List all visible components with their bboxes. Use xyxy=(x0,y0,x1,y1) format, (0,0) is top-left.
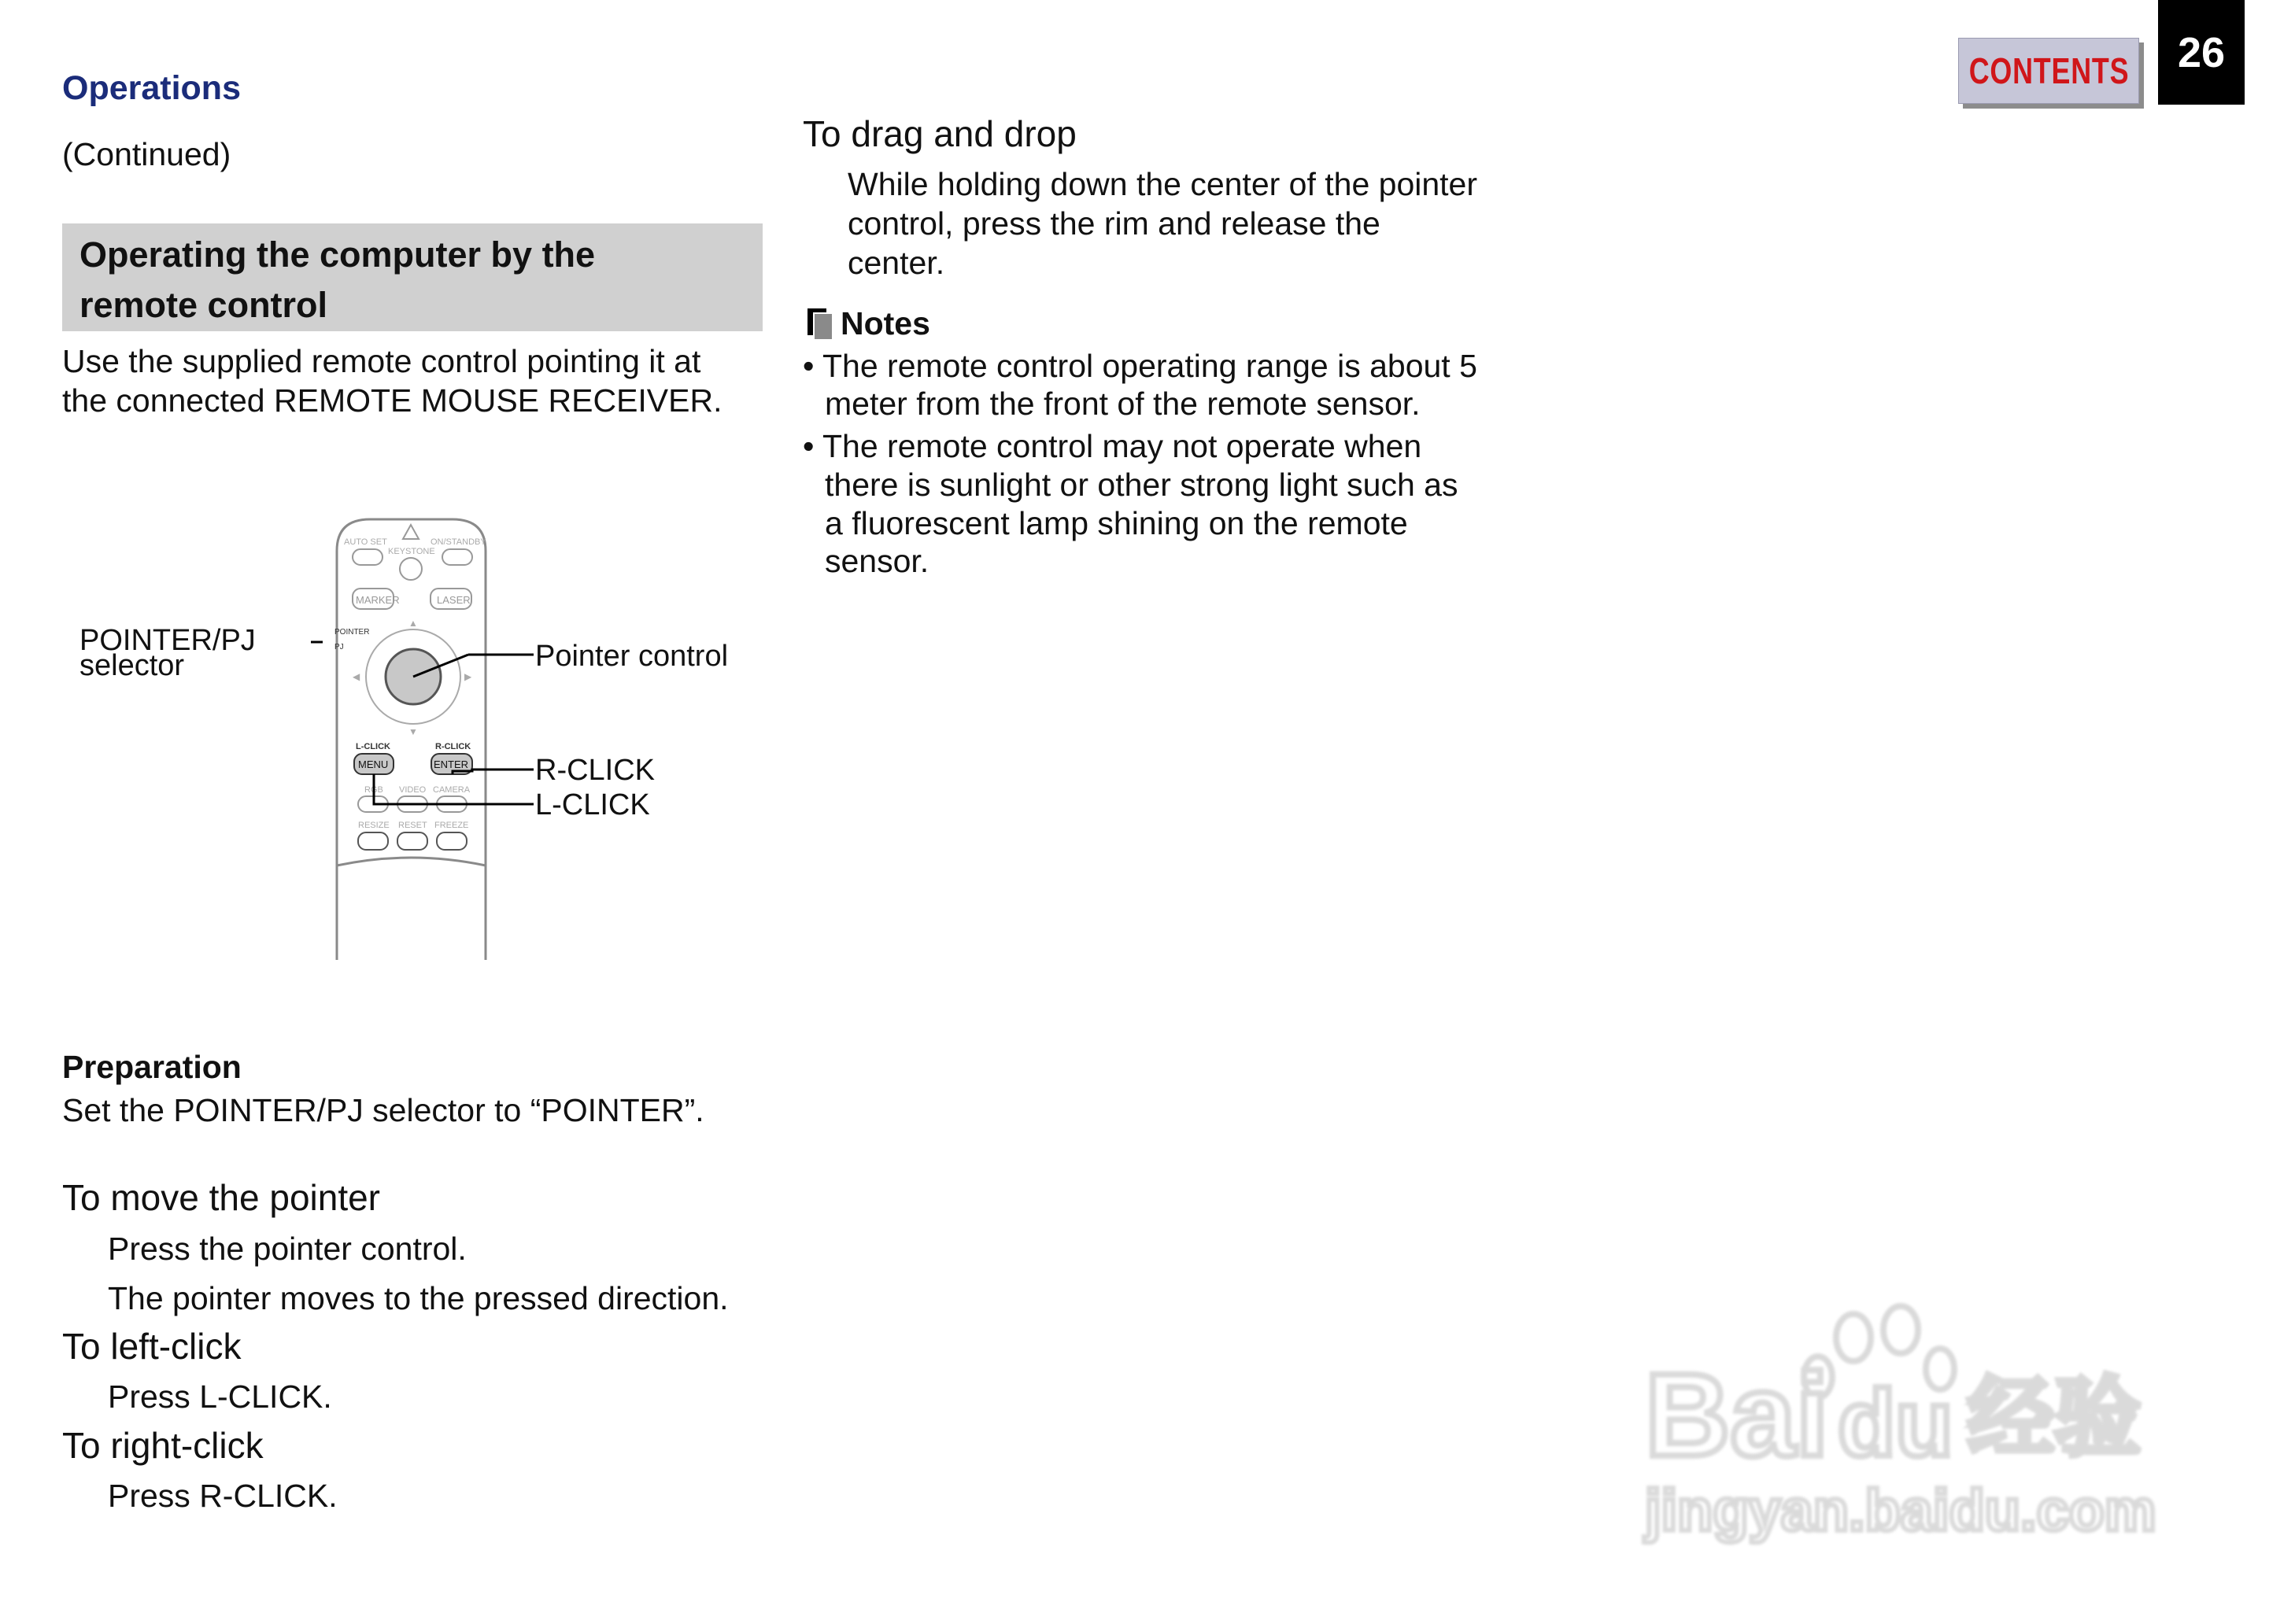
svg-text:▼: ▼ xyxy=(408,726,418,737)
remote-label-video: VIDEO xyxy=(399,785,427,795)
standby-button xyxy=(442,549,472,565)
remote-label-camera: CAMERA xyxy=(433,785,471,795)
remote-label-standby: ON/STANDBY xyxy=(431,537,486,547)
svg-text:▶: ▶ xyxy=(464,671,472,682)
move-text-2: The pointer moves to the pressed direction. xyxy=(108,1280,729,1316)
remote-control-figure xyxy=(311,515,822,964)
remote-label-enter: ENTER xyxy=(434,758,469,770)
svg-text:经验: 经验 xyxy=(1968,1367,2141,1468)
keystone-up-icon xyxy=(403,525,419,539)
remote-label-pj: PJ xyxy=(334,643,344,651)
remote-label-marker: MARKER xyxy=(356,594,400,606)
remote-label-laser: LASER xyxy=(437,594,471,606)
remote-label-rgb: RGB xyxy=(364,785,383,795)
move-text-1: Press the pointer control. xyxy=(108,1231,467,1267)
note-2-line-1: • The remote control may not operate when xyxy=(803,428,1422,464)
remote-label-lclick: L-CLICK xyxy=(356,742,390,751)
remote-label-pointer: POINTER xyxy=(334,628,370,637)
right-click-text: Press R-CLICK. xyxy=(108,1478,338,1514)
right-click-title: To right-click xyxy=(62,1425,264,1466)
contents-button[interactable] xyxy=(1958,38,2139,104)
label-pointer-control: Pointer control xyxy=(535,640,729,673)
remote-label-reset: RESET xyxy=(398,821,427,830)
left-click-title: To left-click xyxy=(62,1326,242,1367)
remote-label-resize: RESIZE xyxy=(358,821,390,830)
page-number: 26 xyxy=(2158,0,2245,105)
preparation-title: Preparation xyxy=(62,1049,242,1085)
svg-text:jingyan.baidu.com: jingyan.baidu.com xyxy=(1645,1478,2156,1543)
note-2-line-4: sensor. xyxy=(825,543,929,579)
autoset-button xyxy=(353,549,382,565)
section-heading xyxy=(62,223,763,331)
note-2-line-3: a fluorescent lamp shining on the remote xyxy=(825,505,1408,541)
contents-button-label: CONTENTS xyxy=(1968,50,2129,91)
svg-text:Bai: Bai xyxy=(1645,1349,1829,1481)
drag-line-3: center. xyxy=(848,245,945,281)
drag-title: To drag and drop xyxy=(803,113,1077,154)
svg-text:◀: ◀ xyxy=(353,671,360,682)
svg-text:du: du xyxy=(1838,1371,1953,1476)
note-1-line-1: • The remote control operating range is about 5 xyxy=(803,348,1477,384)
remote-label-menu: MENU xyxy=(358,758,389,770)
left-click-text: Press L-CLICK. xyxy=(108,1379,332,1415)
intro-line-2: the connected REMOTE MOUSE RECEIVER. xyxy=(62,382,722,419)
notes-title: Notes xyxy=(841,305,930,341)
heading-line-1: Operating the computer by the xyxy=(79,234,596,275)
label-lclick: L-CLICK xyxy=(535,788,650,821)
heading-line-2: remote control xyxy=(79,285,328,325)
note-icon xyxy=(808,308,834,340)
remote-label-keystone: KEYSTONE xyxy=(388,547,435,556)
section-title: Operations xyxy=(62,69,241,107)
keystone-button xyxy=(400,558,422,580)
label-selector: selector xyxy=(79,649,185,682)
label-rclick: R-CLICK xyxy=(535,754,656,787)
svg-text:▲: ▲ xyxy=(408,618,418,629)
drag-line-1: While holding down the center of the pointer xyxy=(848,166,1478,202)
note-1-line-2: meter from the front of the remote sensor. xyxy=(825,386,1421,422)
note-2-line-2: there is sunlight or other strong light such as xyxy=(825,467,1458,503)
intro-line-1: Use the supplied remote control pointing it at xyxy=(62,343,701,379)
label-pointer-pj: POINTER/PJ xyxy=(79,624,256,657)
remote-label-autoset: AUTO SET xyxy=(344,537,387,547)
preparation-text: Set the POINTER/PJ selector to “POINTER”. xyxy=(62,1092,704,1128)
remote-label-freeze: FREEZE xyxy=(434,821,469,830)
baidu-watermark-logo xyxy=(1637,1290,2172,1550)
move-title: To move the pointer xyxy=(62,1177,381,1218)
drag-line-2: control, press the rim and release the xyxy=(848,205,1380,242)
continued-label: (Continued) xyxy=(62,136,231,172)
remote-label-rclick: R-CLICK xyxy=(435,742,471,751)
